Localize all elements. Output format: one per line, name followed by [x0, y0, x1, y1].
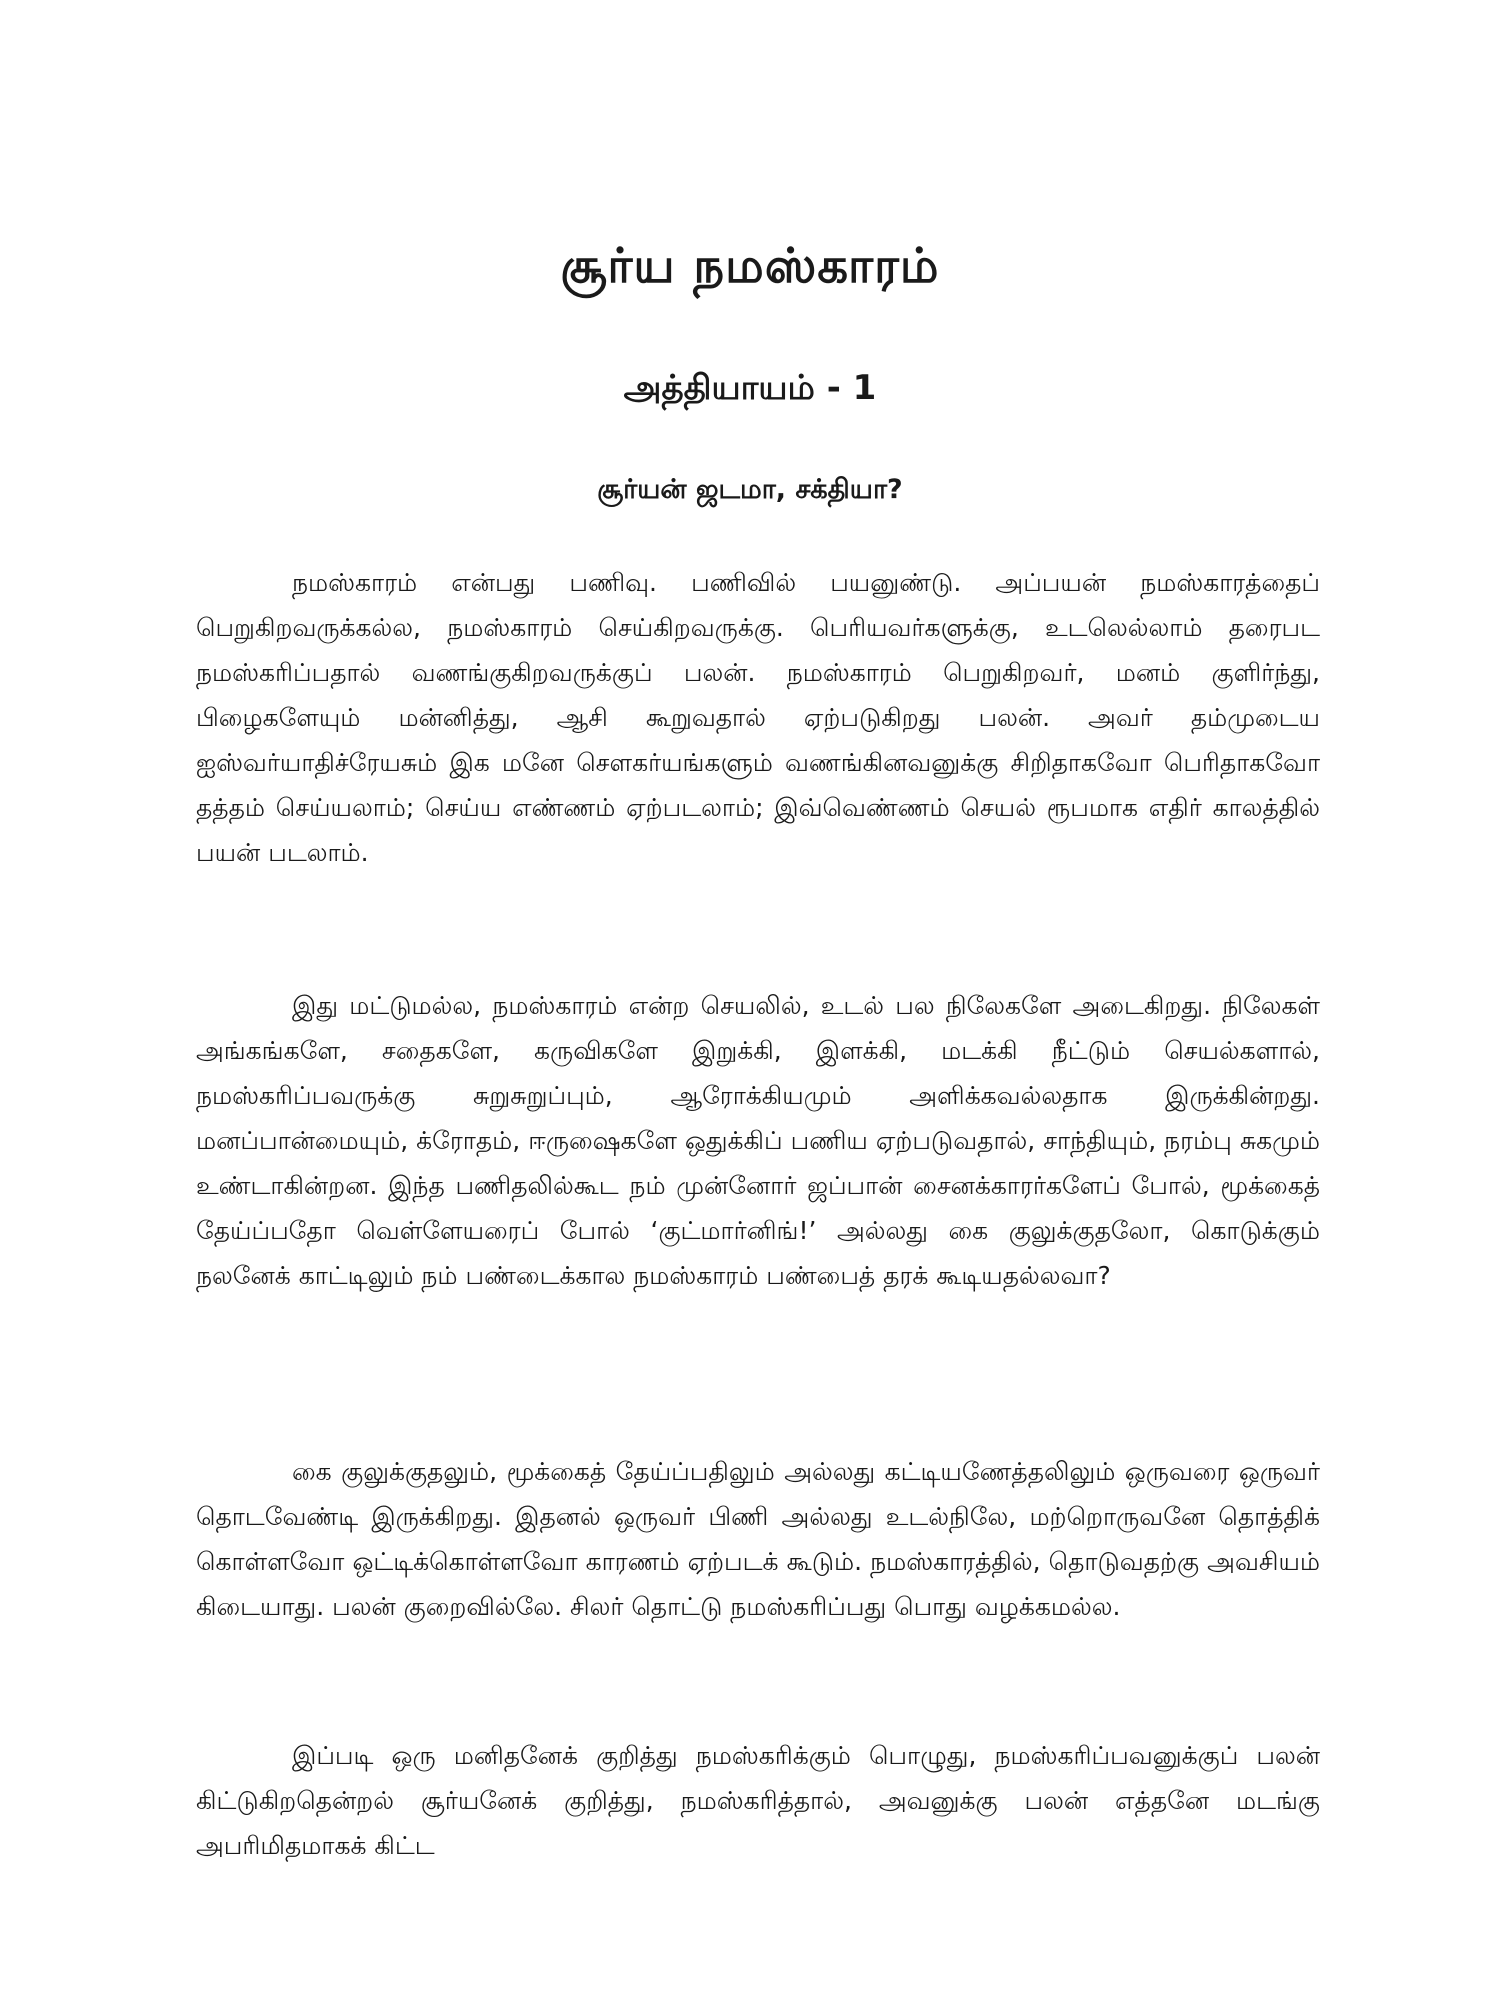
- paragraph-2: இது மட்டுமல்ல, நமஸ்காரம் என்ற செயலில், உடல் பல நிலேகளே அடைகிறது. நிலேகள் அங்கங்களே, சதைகளே, கருவிகளே இறுக்கி, இளக்கி, மடக்கி நீட்டும் செயல்களால், நமஸ்கரிப்பவருக்கு சுறுசுறுப்பும், ஆரோக்கியமும் அளிக்கவல்லதாக இருக்கின்றது. மனப்பான்மையும், க்ரோதம், ஈருஷைகளே ஒதுக்கிப் பணிய ஏற்படுவதால், சாந்தியும், நரம்பு சுகமும் உண்டாகின்றன. இந்த பணிதலில்கூட நம் முன்னோர் ஜப்பான் சைனக்காரர்களேப் போல், மூக்கைத் தேய்ப்பதோ வெள்ளேயரைப் போல் ‘குட்மார்னிங்!’ அல்லது கை குலுக்குதலோ, கொடுக்கும் நலனேக் காட்டிலும் நம் பண்டைக்கால நமஸ்காரம் பண்பைத் தரக் கூடியதல்லவா?: [196, 991, 1320, 1290]
- section-heading: சூர்யன் ஜடமா, சக்தியா?: [597, 474, 903, 505]
- page-title: சூர்ய நமஸ்காரம்: [560, 238, 940, 294]
- chapter-heading: அத்தியாயம் - 1: [623, 368, 877, 408]
- paragraph-1: நமஸ்காரம் என்பது பணிவு. பணிவில் பயனுண்டு. அப்பயன் நமஸ்காரத்தைப் பெறுகிறவருக்கல்ல, நமஸ்காரம் செய்கிறவருக்கு. பெரியவர்களுக்கு, உடலெல்லாம் தரைபட நமஸ்கரிப்பதால் வணங்குகிறவருக்குப் பலன். நமஸ்காரம் பெறுகிறவர், மனம் குளிர்ந்து, பிழைகளேயும் மன்னித்து, ஆசி கூறுவதால் ஏற்படுகிறது பலன். அவர் தம்முடைய ஐஸ்வர்யாதிச்ரேயசும் இக மனே சௌகர்யங்களும் வணங்கினவனுக்கு சிறிதாகவோ பெரிதாகவோ தத்தம் செய்யலாம்; செய்ய எண்ணம் ஏற்படலாம்; இவ்வெண்ணம் செயல் ரூபமாக எதிர் காலத்தில் பயன் படலாம்.: [196, 568, 1320, 867]
- paragraph-4: இப்படி ஒரு மனிதனேக் குறித்து நமஸ்கரிக்கும் பொழுது, நமஸ்கரிப்பவனுக்குப் பலன் கிட்டுகிறதென்றல் சூர்யனேக் குறித்து, நமஸ்கரித்தால், அவனுக்கு பலன் எத்தனே மடங்கு அபரிமிதமாகக் கிட்ட: [196, 1741, 1320, 1860]
- paragraph-3: கை குலுக்குதலும், மூக்கைத் தேய்ப்பதிலும் அல்லது கட்டியணேத்தலிலும் ஒருவரை ஒருவர் தொடவேண்டி இருக்கிறது. இதனல் ஒருவர் பிணி அல்லது உடல்நிலே, மற்றொருவனே தொத்திக் கொள்ளவோ ஒட்டிக்கொள்ளவோ காரணம் ஏற்படக் கூடும். நமஸ்காரத்தில், தொடுவதற்கு அவசியம் கிடையாது. பலன் குறைவில்லே. சிலர் தொட்டு நமஸ்கரிப்பது பொது வழக்கமல்ல.: [196, 1457, 1320, 1621]
